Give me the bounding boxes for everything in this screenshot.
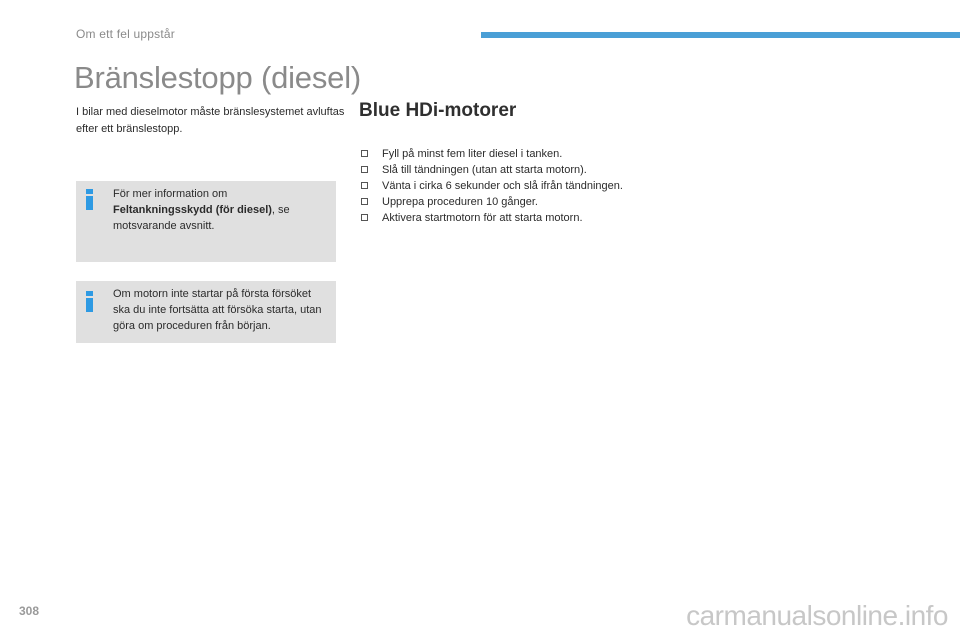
page-title: Bränslestopp (diesel)	[74, 60, 362, 95]
info-box-restart	[76, 281, 336, 343]
step-text: Aktivera startmotorn för att starta motorn.	[382, 212, 583, 224]
checkbox-bullet-icon	[361, 150, 368, 157]
info-text-bold: Feltankningsskydd (för diesel)	[113, 204, 272, 216]
step-item	[361, 178, 651, 194]
step-item	[361, 210, 651, 226]
page-number: 308	[19, 604, 40, 618]
info-box-text	[113, 186, 329, 234]
info-text-before: För mer information om	[113, 188, 228, 200]
section-header: Om ett fel uppstår	[76, 27, 175, 41]
checkbox-bullet-icon	[361, 198, 368, 205]
info-text-after: , se motsvarande avsnitt.	[113, 204, 290, 232]
checkbox-bullet-icon	[361, 214, 368, 221]
steps-list	[361, 146, 651, 226]
step-item	[361, 162, 651, 178]
step-item	[361, 194, 651, 210]
step-text: Slå till tändningen (utan att starta motorn).	[382, 164, 587, 176]
step-text: Upprepa proceduren 10 gånger.	[382, 196, 538, 208]
watermark: carmanualsonline.info	[686, 600, 948, 631]
checkbox-bullet-icon	[361, 182, 368, 189]
intro-text: I bilar med dieselmotor måste bränslesystemet avluftas efter ett bränslestopp.	[76, 106, 345, 135]
section-heading: Blue HDi-motorer	[359, 100, 517, 121]
info-box-feltankning	[76, 181, 336, 262]
step-item	[361, 146, 651, 162]
step-text: Vänta i cirka 6 sekunder och slå ifrån tändningen.	[382, 180, 623, 192]
checkbox-bullet-icon	[361, 166, 368, 173]
info-box-text: Om motorn inte startar på första försöket ska du inte fortsätta att försöka starta, utan göra om proceduren från början.	[113, 288, 322, 332]
step-text: Fyll på minst fem liter diesel i tanken.	[382, 148, 563, 160]
header-rule	[481, 32, 960, 38]
